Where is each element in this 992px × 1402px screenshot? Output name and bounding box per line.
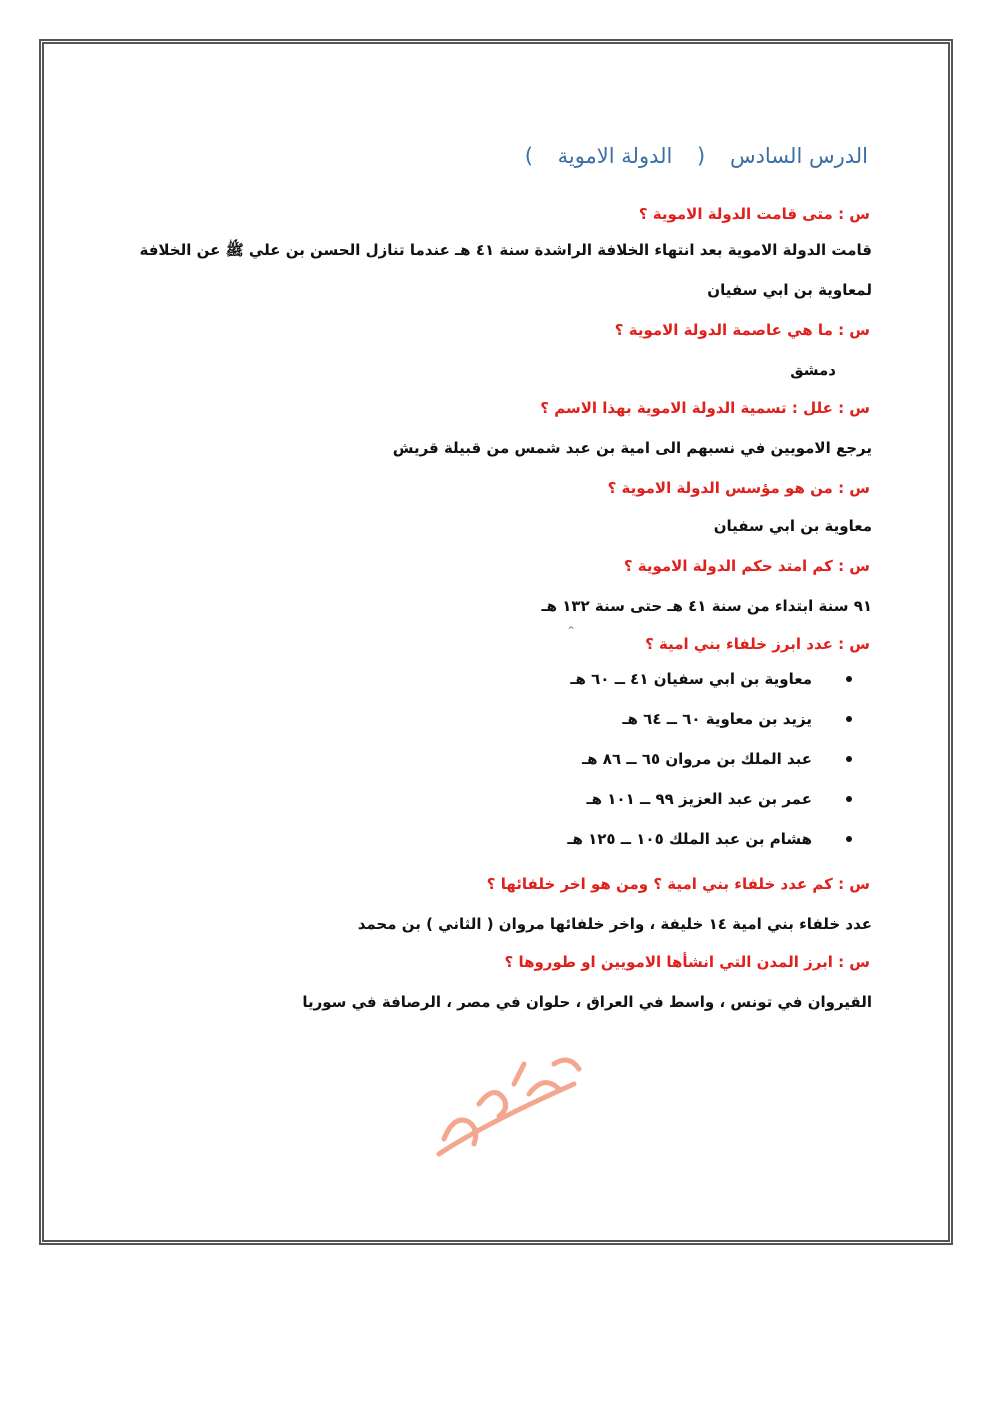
caliph-name: هشام بن عبد الملك ١٠٥ ــ ١٢٥ هـ: [567, 830, 812, 848]
answer-1-line-2: لمعاوية بن ابي سفيان: [707, 281, 872, 299]
document-content: [44, 44, 948, 1240]
bullet-dot-icon: [846, 676, 852, 682]
question-6: س : عدد ابرز خلفاء بني امية ؟: [645, 635, 870, 653]
title-paren-open: (: [697, 144, 706, 168]
question-7: س : كم عدد خلفاء بني امية ؟ ومن هو اخر خلفائها ؟: [486, 875, 870, 893]
list-item: [567, 829, 852, 869]
answer-7: عدد خلفاء بني امية ١٤ خليفة ، واخر خلفائها مروان ( الثاني ) بن محمد: [357, 915, 872, 933]
caliph-name: يزيد بن معاوية ٦٠ ــ ٦٤ هـ: [622, 710, 812, 728]
answer-4: معاوية بن ابي سفيان: [713, 517, 872, 535]
list-item: [567, 789, 852, 829]
bullet-dot-icon: [846, 836, 852, 842]
list-item: [567, 749, 852, 789]
title-paren-close: ): [524, 144, 533, 168]
signature-watermark: [424, 1044, 594, 1164]
question-4: س : من هو مؤسس الدولة الاموية ؟: [607, 479, 870, 497]
bullet-dot-icon: [846, 716, 852, 722]
page-frame: [39, 39, 953, 1245]
caliph-name: عمر بن عبد العزيز ٩٩ ــ ١٠١ هـ: [586, 790, 812, 808]
caliphs-list: [567, 669, 852, 869]
list-item: [567, 709, 852, 749]
bullet-dot-icon: [846, 756, 852, 762]
answer-1-line-1: قامت الدولة الاموية بعد انتهاء الخلافة الراشدة سنة ٤١ هـ عندما تنازل الحسن بن علي ﷺ عن الخلافة: [139, 241, 872, 259]
lesson-number: الدرس السادس: [729, 144, 868, 168]
question-1: س : متى قامت الدولة الاموية ؟: [638, 205, 870, 223]
question-8: س : ابرز المدن التي انشأها الامويين او طوروها ؟: [504, 953, 870, 971]
question-2: س : ما هي عاصمة الدولة الاموية ؟: [614, 321, 870, 339]
lesson-subject: الدولة الاموية: [557, 144, 673, 168]
caret-icon: ⌃: [565, 624, 576, 638]
lesson-title: [507, 144, 868, 168]
answer-3: يرجع الامويين في نسبهم الى امية بن عبد شمس من قبيلة قريش: [392, 439, 872, 457]
caliph-name: عبد الملك بن مروان ٦٥ ــ ٨٦ هـ: [582, 750, 812, 768]
bullet-dot-icon: [846, 796, 852, 802]
answer-2: دمشق: [790, 361, 836, 379]
answer-5: ٩١ سنة ابتداء من سنة ٤١ هـ حتى سنة ١٣٢ هـ: [541, 597, 872, 615]
list-item: [567, 669, 852, 709]
answer-8: القيروان في تونس ، واسط في العراق ، حلوان في مصر ، الرصافة في سوريا: [302, 993, 872, 1011]
question-5: س : كم امتد حكم الدولة الاموية ؟: [623, 557, 870, 575]
caliph-name: معاوية بن ابي سفيان ٤١ ــ ٦٠ هـ: [570, 670, 812, 688]
question-3: س : علل : تسمية الدولة الاموية بهذا الاسم ؟: [540, 399, 870, 417]
